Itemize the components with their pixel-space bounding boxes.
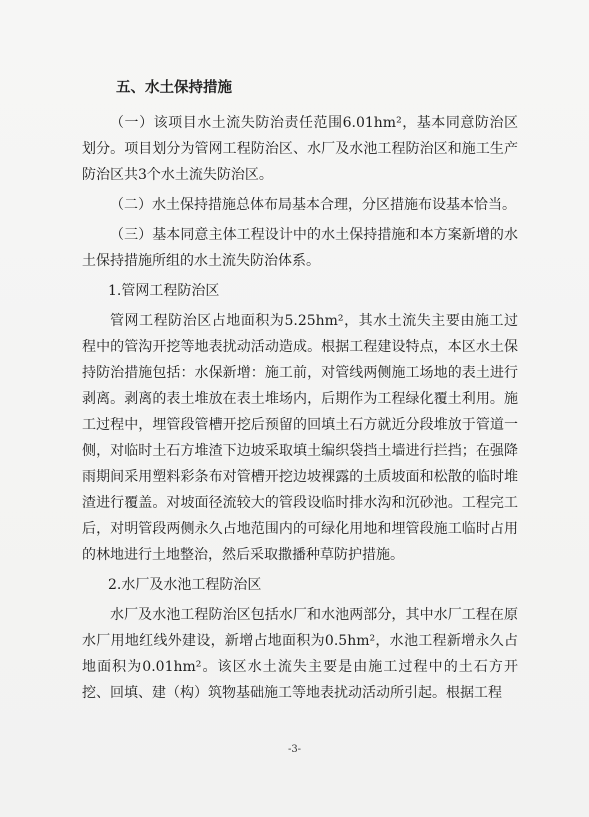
subsection-title-waterworks: 2.水厂及水池工程防治区 [108, 577, 262, 593]
paragraph-waterworks: 水厂及水池工程防治区包括水厂和水池两部分，其中水厂工程在原水厂用地红线外建设，新增占地面积为0.5hm²，水池工程新增永久占地面积为0.01hm²。该区水土流失主要是由施工过程中的土石方开挖、回填、建（构）筑物基础施工等地表扰动活动所引起。根据工程 [82, 607, 518, 701]
paragraph-scope: （一）该项目水土流失防治责任范围6.01hm²，基本同意防治区划分。项目划分为管网工程防治区、水厂及水池工程防治区和施工生产防治区共3个水土流失防治区。 [82, 115, 518, 183]
paragraph-system: （三）基本同意主体工程设计中的水土保持措施和本方案新增的水土保持措施所组的水土流失防治体系。 [82, 227, 518, 269]
subsection-title-pipeline: 1.管网工程防治区 [108, 283, 220, 299]
document-body [82, 78, 518, 710]
paragraph-pipeline: 管网工程防治区占地面积为5.25hm²，其水土流失主要由施工过程中的管沟开挖等地表扰动活动造成。根据工程建设特点，本区水土保持防治措施包括：水保新增：施工前，对管线两侧施工场地的表土进行剥离。剥离的表土堆放在表土堆场内，后期作为工程绿化覆土利用。施工过程中，埋管段管槽开挖后预留的回填土石方就近分段堆放于管道一侧，对临时土石方堆渣下边坡采取填土编织袋挡土墙进行拦挡；在强降雨期间采用塑料彩条布对管槽开挖边坡裸露的土质坡面和松散的临时堆渣进行覆盖。对坡面径流较大的管段设临时排水沟和沉砂池。工程完工后，对明管段两侧永久占地范围内的可绿化用地和埋管段施工临时占用的林地进行土地整治，然后采取撒播种草防护措施。 [82, 313, 518, 563]
section-heading: 五、水土保持措施 [116, 79, 232, 96]
paragraph-layout: （二）水土保持措施总体布局基本合理，分区措施布设基本恰当。 [110, 197, 516, 213]
page-number: -3- [287, 744, 302, 755]
